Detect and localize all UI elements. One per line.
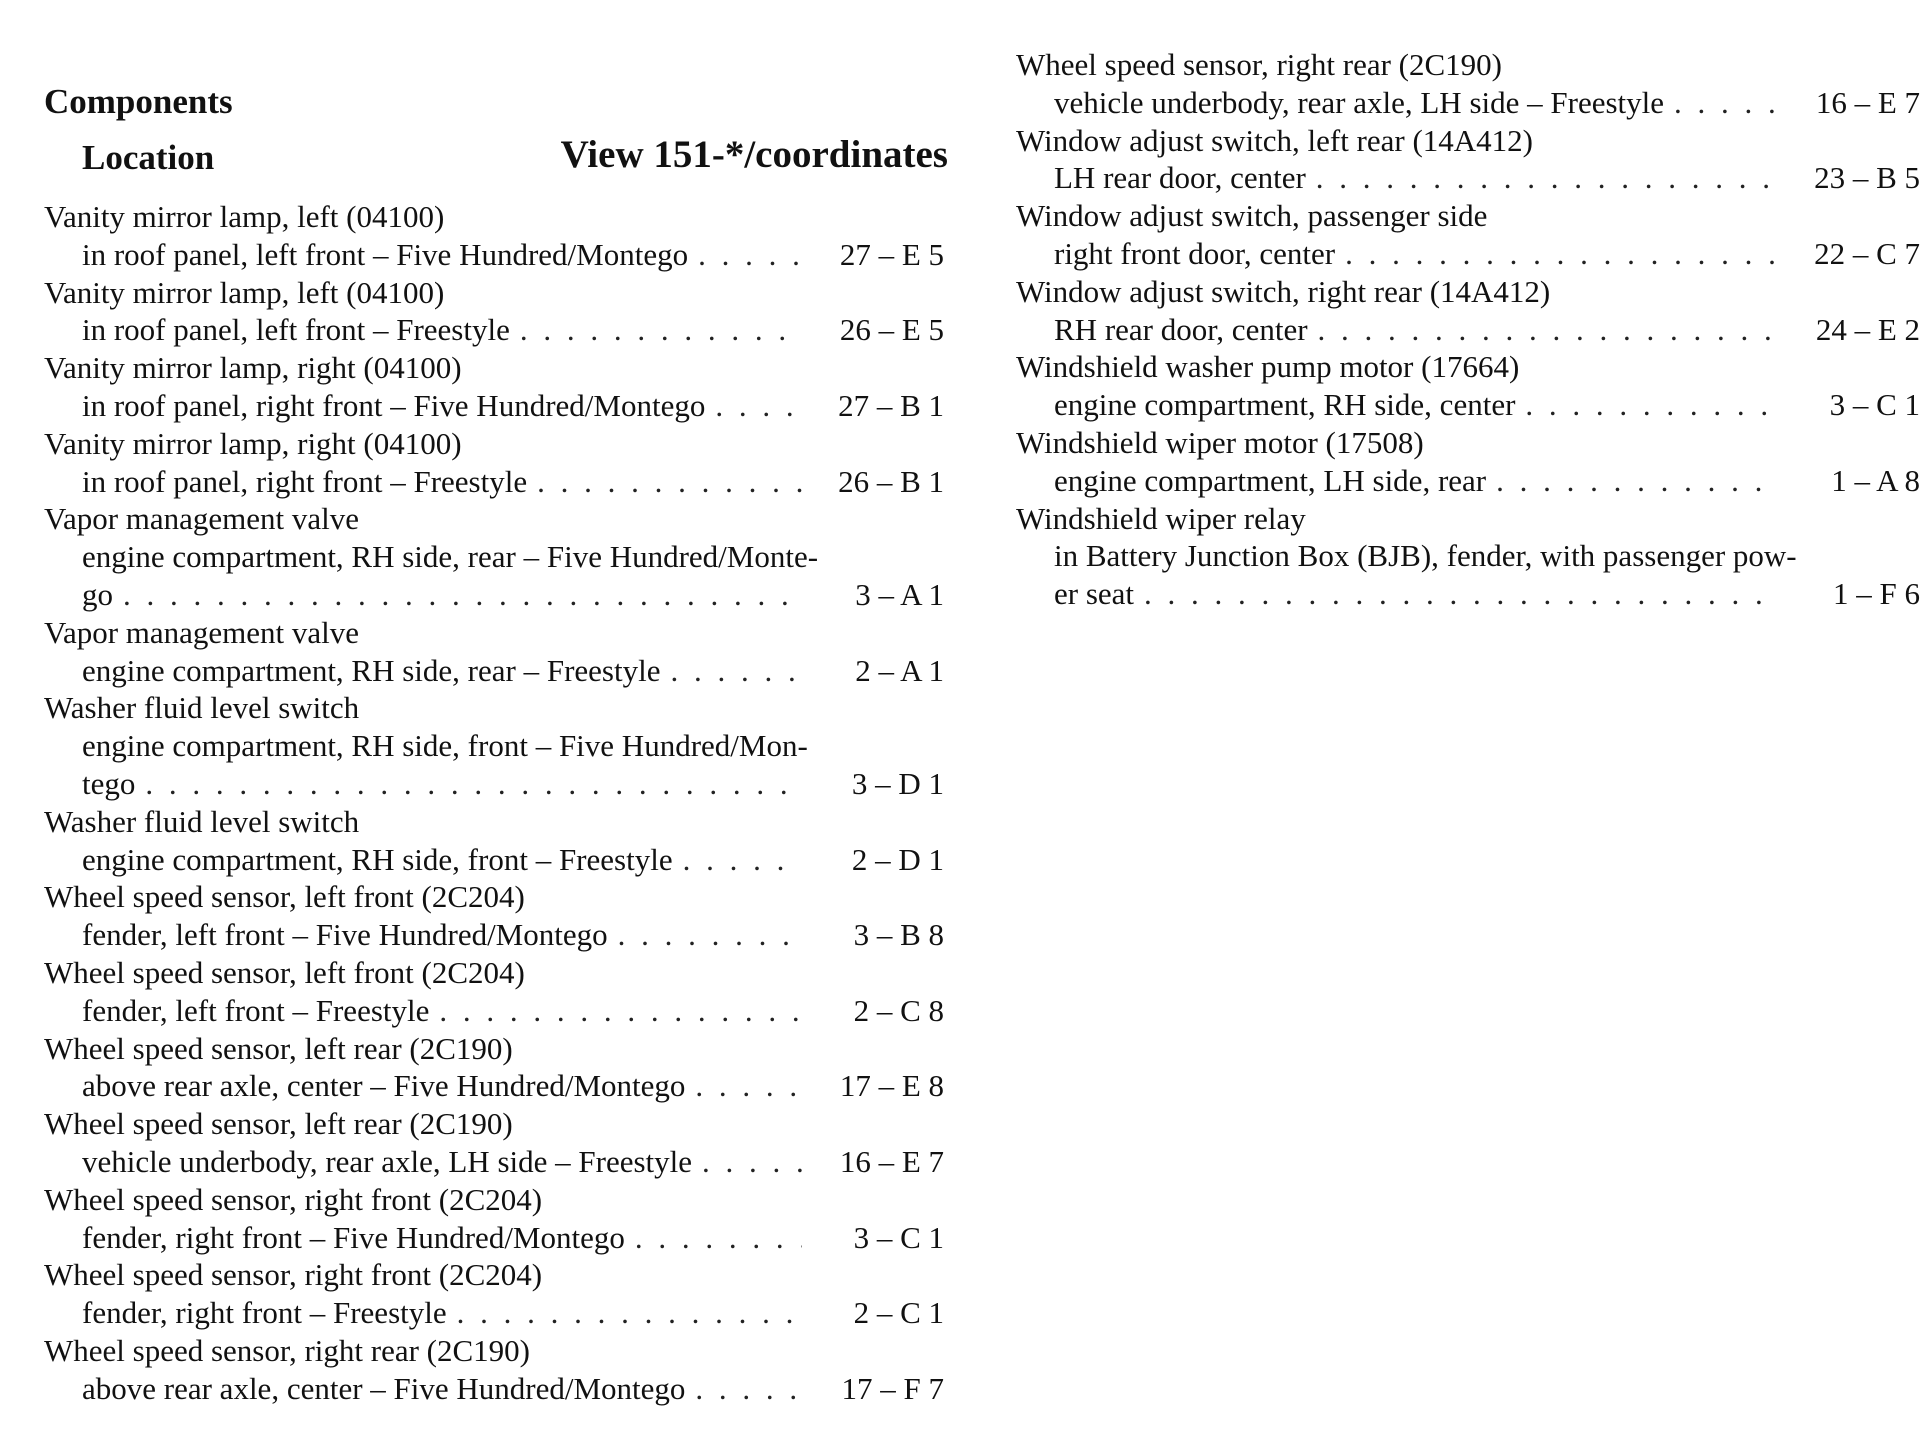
entry-coordinates: 3 – C 1	[853, 1219, 944, 1255]
entry-coordinates: 16 – E 7	[1815, 84, 1920, 120]
dot-leader	[1345, 235, 1774, 273]
dot-leader	[145, 765, 802, 803]
dot-leader	[1144, 575, 1774, 613]
entry-coordinates: 2 – C 1	[853, 1295, 944, 1331]
entry-title: Vanity mirror lamp, right (04100)	[44, 350, 462, 386]
entry-location: go	[82, 576, 113, 612]
entry-title: Washer fluid level switch	[44, 803, 360, 839]
entry-location-row	[44, 916, 944, 954]
dot-leader	[123, 576, 802, 614]
entry-coordinates: 16 – E 7	[839, 1143, 944, 1179]
entry-coordinates: 3 – B 8	[853, 917, 944, 953]
dot-leader	[1674, 84, 1774, 122]
dot-leader	[537, 463, 802, 501]
entry-location: above rear axle, center – Five Hundred/Montego	[82, 1370, 686, 1406]
entry	[44, 349, 944, 425]
dot-leader	[1316, 159, 1774, 197]
dot-leader	[695, 1370, 802, 1408]
location-heading: Location	[82, 138, 215, 177]
entry-location-row	[44, 841, 944, 879]
entry	[1016, 197, 1920, 273]
entry-location-line: in Battery Junction Box (BJB), fender, with passenger pow-	[1054, 538, 1797, 574]
entry	[44, 1030, 944, 1106]
dot-leader	[683, 841, 802, 879]
entry-location: fender, right front – Five Hundred/Montego	[82, 1219, 625, 1255]
entry-location: engine compartment, LH side, rear	[1054, 462, 1487, 498]
entry	[44, 500, 944, 613]
dot-leader	[698, 236, 802, 274]
entry-location-row	[1016, 84, 1920, 122]
entry-title: Window adjust switch, passenger side	[1016, 198, 1488, 234]
entry-coordinates: 26 – B 1	[838, 463, 944, 499]
entry-coordinates: 1 – F 6	[1833, 576, 1920, 612]
dot-leader	[715, 387, 802, 425]
entry	[1016, 273, 1920, 349]
dot-leader	[439, 992, 802, 1030]
entry-location: engine compartment, RH side, rear – Freestyle	[82, 652, 661, 688]
entry-coordinates: 17 – F 7	[841, 1370, 944, 1406]
entry-coordinates: 17 – E 8	[839, 1068, 944, 1104]
entry-location-row	[44, 992, 944, 1030]
entry-location-line: engine compartment, RH side, rear – Five Hundred/Monte-	[82, 539, 819, 575]
entry-location-row	[1016, 462, 1920, 500]
entry-location: vehicle underbody, rear axle, LH side – Freestyle	[82, 1143, 693, 1179]
entry-coordinates: 22 – C 7	[1814, 235, 1920, 271]
entry-location: engine compartment, RH side, front – Freestyle	[82, 841, 673, 877]
entry-coordinates: 23 – B 5	[1814, 160, 1920, 196]
entry-location-row	[44, 1294, 944, 1332]
dot-leader	[635, 1219, 802, 1257]
entry-coordinates: 2 – A 1	[855, 652, 944, 688]
entry-location-row	[44, 652, 944, 690]
entry-title: Windshield wiper relay	[1016, 500, 1306, 536]
entry-title: Wheel speed sensor, right rear (2C190)	[1016, 47, 1502, 82]
entry	[44, 614, 944, 690]
entry-title: Windshield wiper motor (17508)	[1016, 424, 1424, 460]
entry-location-row	[1016, 235, 1920, 273]
entry-title: Wheel speed sensor, right front (2C204)	[44, 1257, 543, 1293]
entry-coordinates: 2 – D 1	[851, 841, 944, 877]
entry	[1016, 122, 1920, 198]
entry-coordinates: 27 – B 1	[838, 387, 944, 423]
entry-location: fender, left front – Five Hundred/Montego	[82, 917, 608, 953]
dot-leader	[670, 652, 802, 690]
dot-leader	[1496, 462, 1774, 500]
entry-location-row	[1016, 575, 1920, 613]
dot-leader	[702, 1143, 802, 1181]
entry-coordinates: 3 – A 1	[855, 576, 944, 612]
entry	[44, 878, 944, 954]
entry-title: Washer fluid level switch	[44, 690, 360, 726]
entry-title: Vapor management valve	[44, 501, 360, 537]
entry	[44, 803, 944, 879]
dot-leader	[1525, 386, 1774, 424]
entry-location: in roof panel, left front – Freestyle	[82, 312, 510, 348]
entry-location-row	[44, 1067, 944, 1105]
entry-location-line: engine compartment, RH side, front – Five Hundred/Mon-	[82, 728, 808, 764]
entry-location-row	[44, 1219, 944, 1257]
entry-location: in roof panel, left front – Five Hundred/Montego	[82, 236, 689, 272]
entry-location: tego	[82, 765, 136, 801]
entry	[1016, 424, 1920, 500]
entry	[1016, 46, 1920, 122]
entry-title: Wheel speed sensor, left front (2C204)	[44, 879, 525, 915]
entry	[44, 1181, 944, 1257]
left-entries-list	[44, 198, 944, 1408]
entry-location: LH rear door, center	[1054, 160, 1306, 196]
entry	[1016, 500, 1920, 613]
entry-location-row	[44, 236, 944, 274]
dot-leader	[1318, 311, 1774, 349]
entry-location: engine compartment, RH side, center	[1054, 387, 1516, 423]
dot-leader	[695, 1067, 802, 1105]
entry	[44, 1256, 944, 1332]
entry-location-row	[1016, 159, 1920, 197]
entry-location-row	[44, 1143, 944, 1181]
entry-location: in roof panel, right front – Freestyle	[82, 463, 528, 499]
dot-leader	[457, 1294, 802, 1332]
entry-location-row	[1016, 386, 1920, 424]
entry-title: Wheel speed sensor, left front (2C204)	[44, 954, 525, 990]
entry-title: Wheel speed sensor, left rear (2C190)	[44, 1030, 513, 1066]
entry-coordinates: 2 – C 8	[853, 992, 944, 1028]
entry-title: Vanity mirror lamp, left (04100)	[44, 199, 445, 234]
entry-title: Vanity mirror lamp, left (04100)	[44, 274, 445, 310]
entry-title: Wheel speed sensor, left rear (2C190)	[44, 1106, 513, 1142]
entry-location-row	[44, 311, 944, 349]
entry-location-row	[44, 765, 944, 803]
entry	[44, 1332, 944, 1408]
entry-coordinates: 1 – A 8	[1831, 462, 1920, 498]
entry-location: fender, right front – Freestyle	[82, 1295, 447, 1331]
entry-location-row	[1016, 311, 1920, 349]
entry-location: er seat	[1054, 576, 1135, 612]
entry-location: in roof panel, right front – Five Hundred/Montego	[82, 387, 706, 423]
entry-title: Wheel speed sensor, right rear (2C190)	[44, 1332, 530, 1368]
entry-coordinates: 3 – D 1	[851, 765, 944, 801]
components-heading: Components	[44, 82, 233, 121]
entry-title: Vanity mirror lamp, right (04100)	[44, 425, 462, 461]
entry	[44, 1105, 944, 1181]
entry-coordinates: 24 – E 2	[1815, 311, 1920, 347]
entry	[1016, 348, 1920, 424]
entry-title: Window adjust switch, right rear (14A412)	[1016, 273, 1551, 309]
entry-title: Vapor management valve	[44, 614, 360, 650]
entry-coordinates: 27 – E 5	[839, 236, 944, 272]
view-coordinates-heading: View 151-*/coordinates	[560, 133, 948, 176]
entry-location-row	[44, 576, 944, 614]
entry-title: Wheel speed sensor, right front (2C204)	[44, 1181, 543, 1217]
right-entries-list	[1016, 46, 1920, 613]
entry-location: vehicle underbody, rear axle, LH side – Freestyle	[1054, 84, 1665, 120]
entry-coordinates: 26 – E 5	[839, 312, 944, 348]
entry-location: RH rear door, center	[1054, 311, 1308, 347]
entry-title: Window adjust switch, left rear (14A412)	[1016, 122, 1534, 158]
dot-leader	[618, 916, 802, 954]
entry-location: right front door, center	[1054, 235, 1336, 271]
entry-location-row	[44, 387, 944, 425]
entry-location: above rear axle, center – Five Hundred/Montego	[82, 1068, 686, 1104]
entry-coordinates: 3 – C 1	[1829, 387, 1920, 423]
entry-location-row	[44, 463, 944, 501]
entry-location-row	[44, 1370, 944, 1408]
entry-location: fender, left front – Freestyle	[82, 992, 430, 1028]
dot-leader	[520, 311, 802, 349]
entry	[44, 954, 944, 1030]
entry	[44, 274, 944, 350]
entry	[44, 198, 944, 274]
entry	[44, 689, 944, 802]
entry	[44, 425, 944, 501]
entry-title: Windshield washer pump motor (17664)	[1016, 349, 1520, 385]
